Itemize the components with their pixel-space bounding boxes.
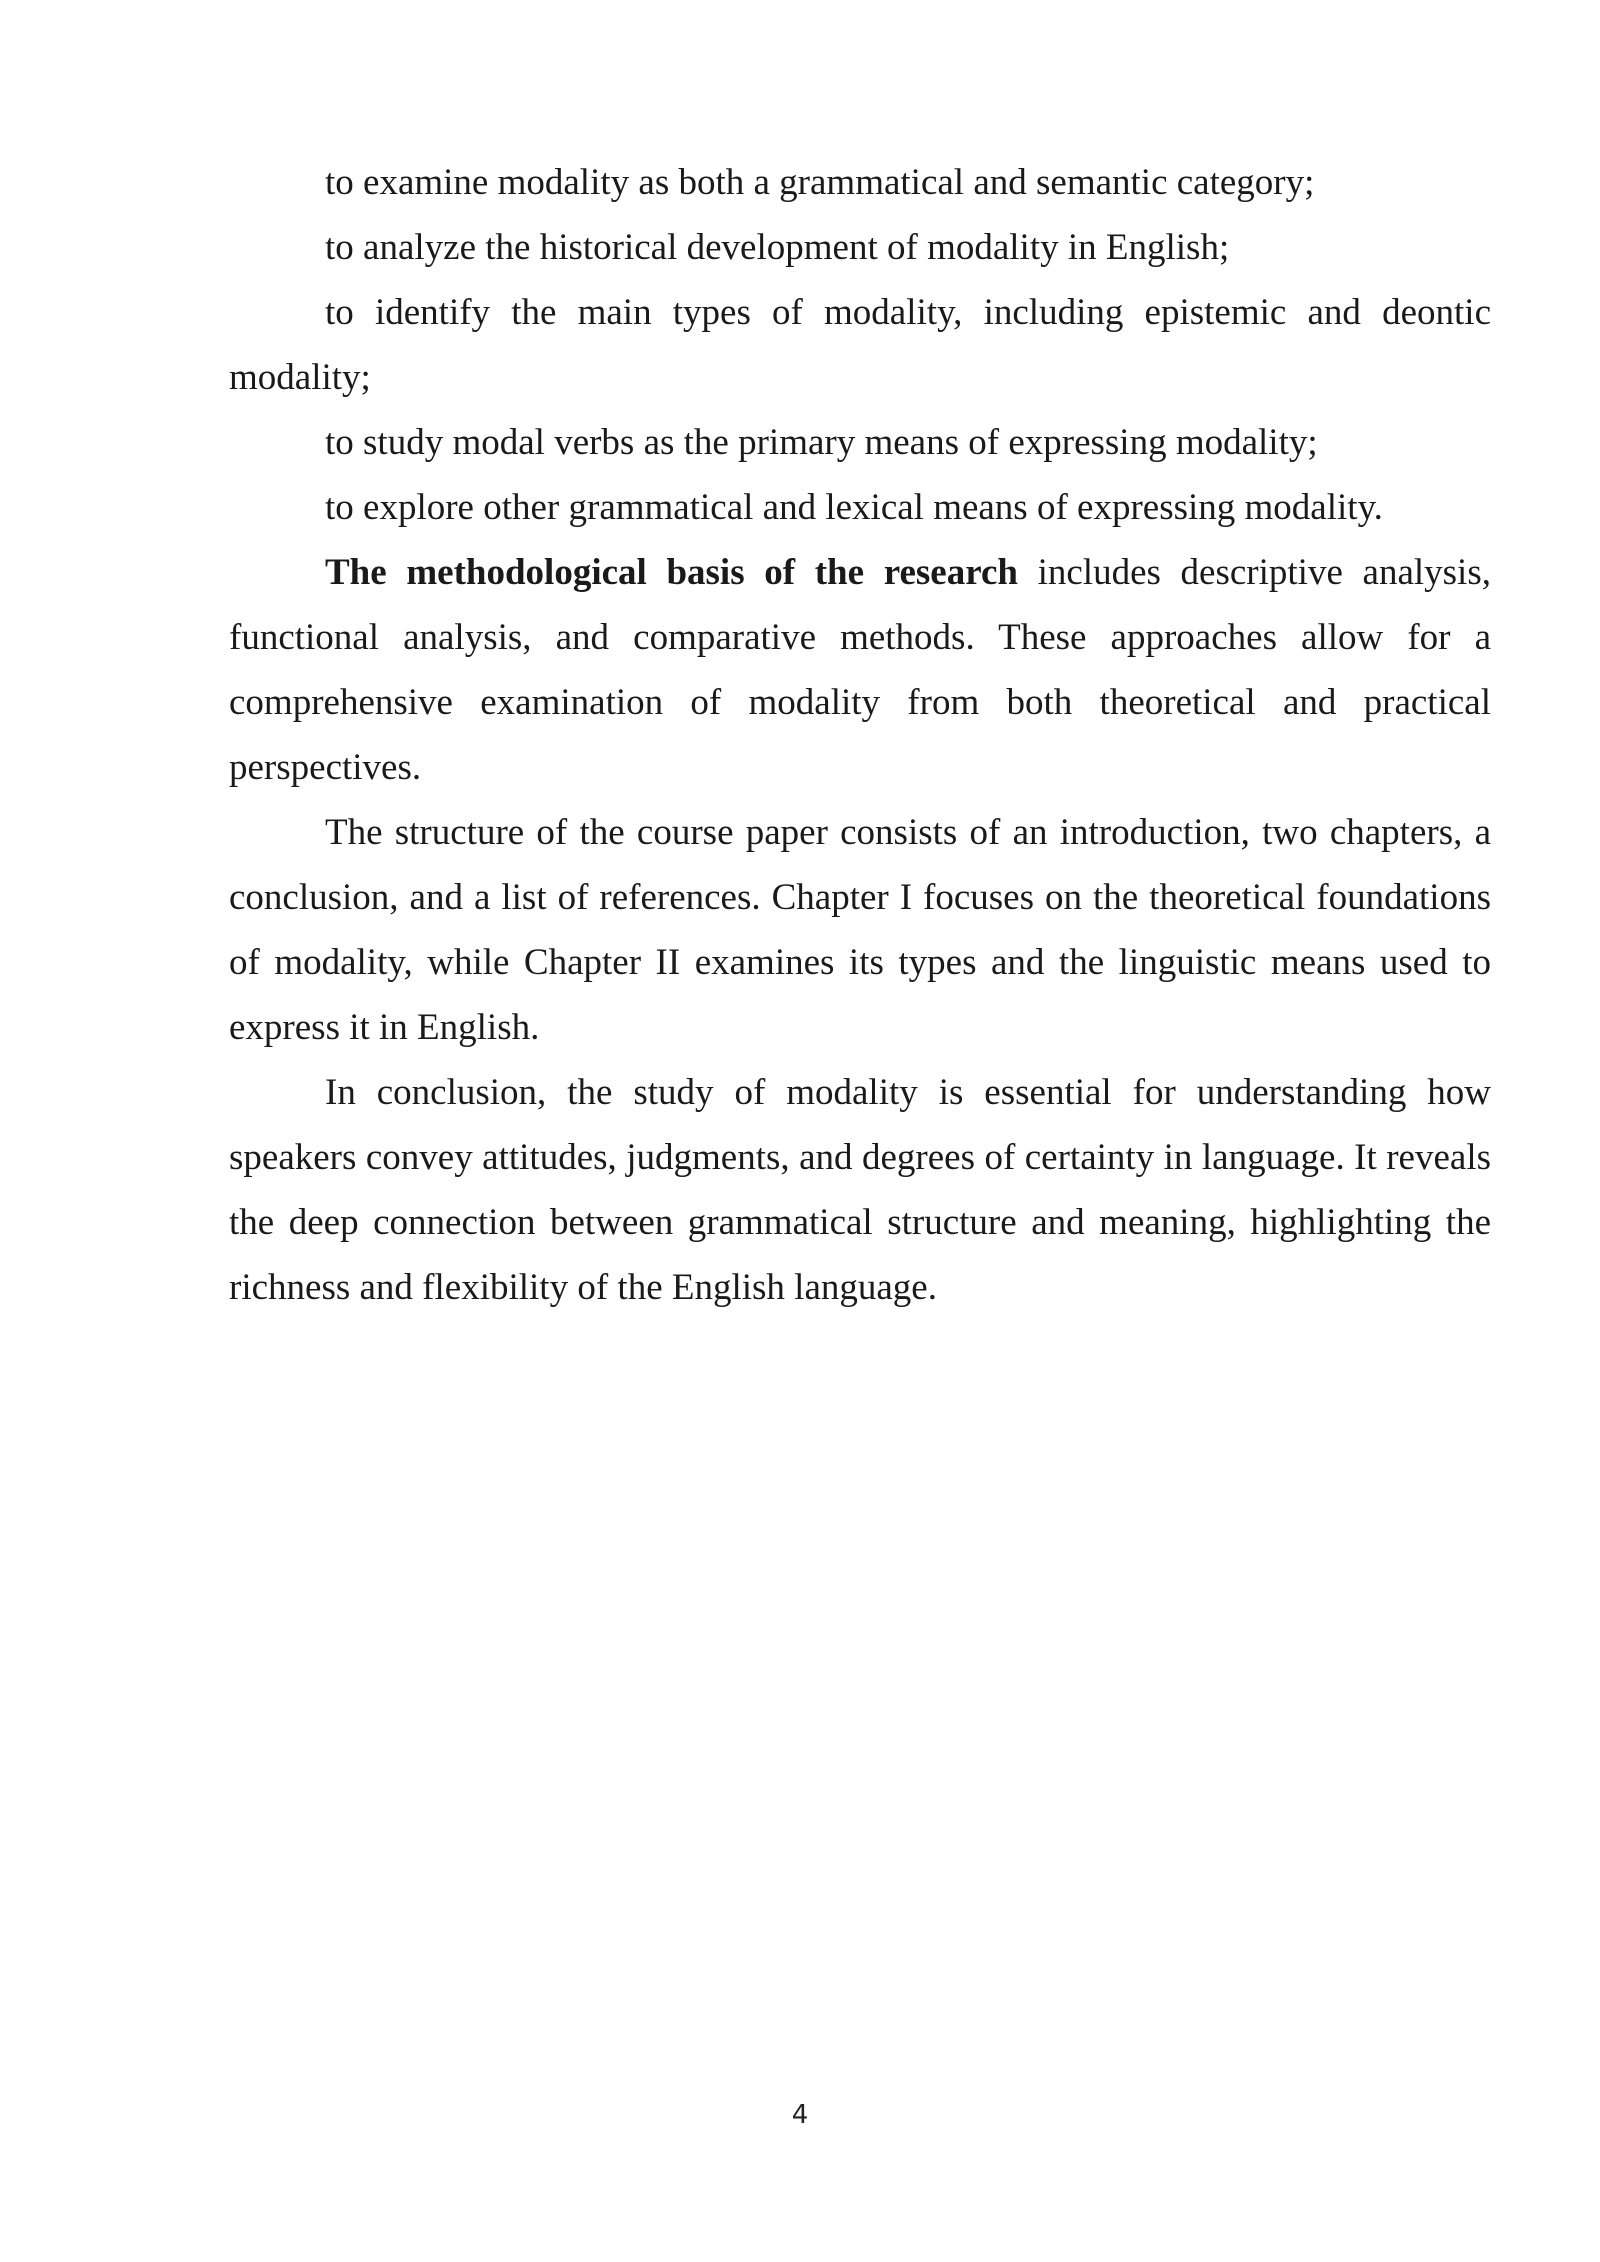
objective-item: to identify the main types of modality, including epistemic and deontic modality; (229, 292, 1491, 398)
objective-item: to study modal verbs as the primary means of expressing modality; (325, 422, 1318, 463)
objective-item: to analyze the historical development of modality in English; (325, 227, 1230, 268)
objective-item: to examine modality as both a grammatical and semantic category; (325, 162, 1315, 203)
conclusion-paragraph: In conclusion, the study of modality is essential for understanding how speakers convey attitudes, judgments, and degrees of certainty in language. It reveals the deep connection between grammatical structure and meaning, highlighting the richness and flexibility of the English language. (229, 1072, 1491, 1308)
methodology-text: includes descriptive analysis, functional analysis, and comparative methods. These approaches allow for a comprehensive examination of modality from both theoretical and practical perspectives. (229, 552, 1491, 788)
document-page (229, 150, 1491, 1320)
objective-item: to explore other grammatical and lexical means of expressing modality. (325, 487, 1383, 528)
page-number: 4 (791, 2100, 809, 2130)
methodology-lead: The methodological basis of the research (325, 552, 1018, 593)
structure-paragraph: The structure of the course paper consists of an introduction, two chapters, a conclusion, and a list of references. Chapter I focuses on the theoretical foundations of modality, while Chapter II examines its types and the linguistic means used to express it in English. (229, 812, 1491, 1048)
methodology-paragraph (229, 540, 1491, 800)
